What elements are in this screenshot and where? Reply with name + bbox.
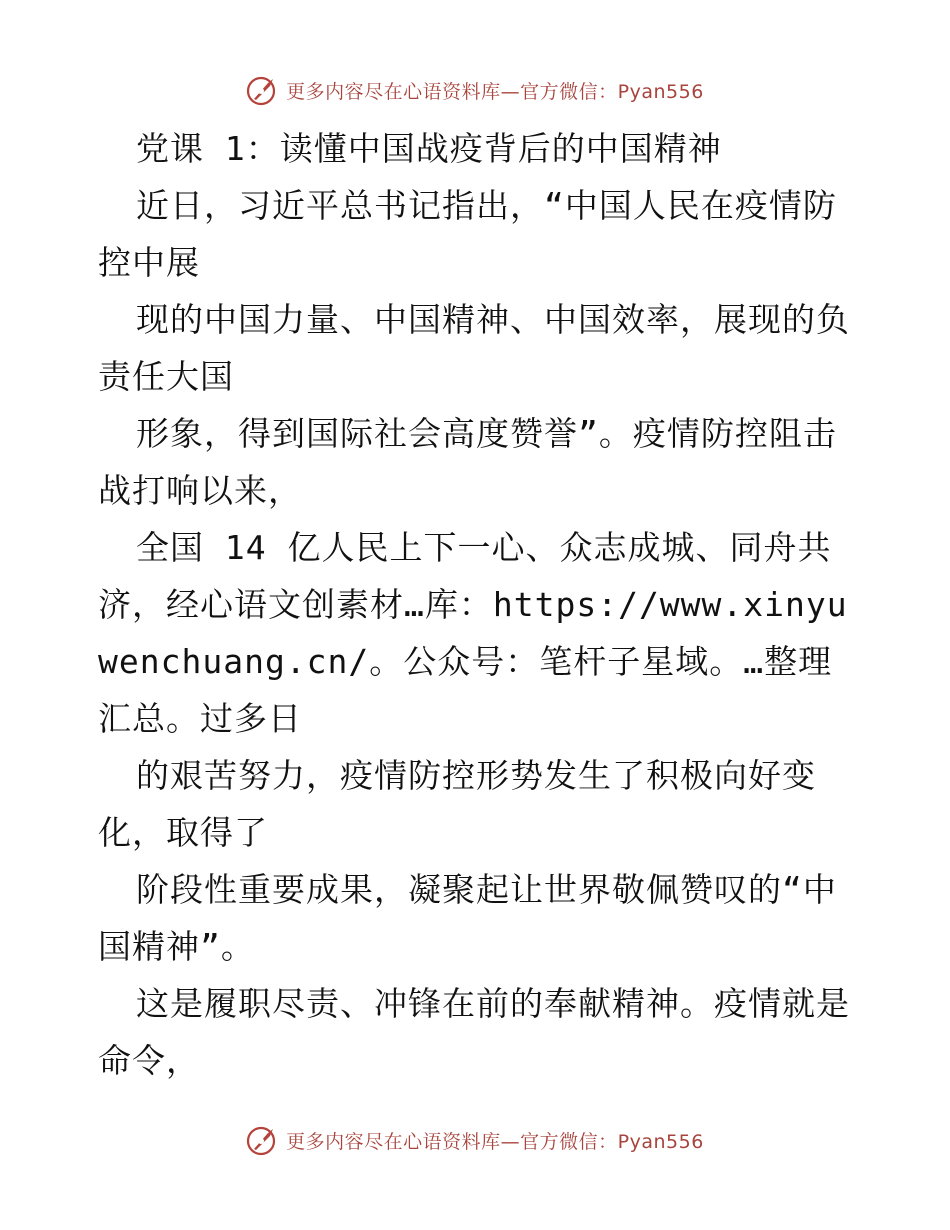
header-watermark — [0, 68, 950, 112]
document-title: 党课 1：读懂中国战疫背后的中国精神 — [136, 129, 722, 168]
paragraph-line: 这是履职尽责、冲锋在前的奉献精神。疫情就是命令， — [98, 984, 850, 1080]
paragraph-line: 全国 14 亿人民上下一心、众志成城、同舟共济，经心语文创素材…库：https://www.xinyuwenchuang.cn/。公众号：笔杆子星域。…整理汇总。过多日 — [98, 528, 848, 738]
pen-nib-logo-icon — [246, 73, 280, 107]
footer-watermark — [0, 1118, 950, 1162]
paragraph-line: 阶段性重要成果，凝聚起让世界敬佩赞叹的“中国精神”。 — [98, 870, 837, 966]
paragraph-line: 形象，得到国际社会高度赞誉”。疫情防控阻击战打响以来， — [98, 414, 837, 510]
paragraph-line: 近日，习近平总书记指出，“中国人民在疫情防控中展 — [98, 186, 837, 282]
document-body — [98, 120, 858, 1089]
paragraph-line: 的艰苦努力，疫情防控形势发生了积极向好变化，取得了 — [98, 756, 816, 852]
paragraph-line: 现的中国力量、中国精神、中国效率，展现的负责任大国 — [98, 300, 850, 396]
watermark-text: 更多内容尽在心语资料库—官方微信：Pyan556 — [286, 1130, 704, 1153]
watermark-text: 更多内容尽在心语资料库—官方微信：Pyan556 — [286, 80, 704, 103]
pen-nib-logo-icon — [246, 1123, 280, 1157]
